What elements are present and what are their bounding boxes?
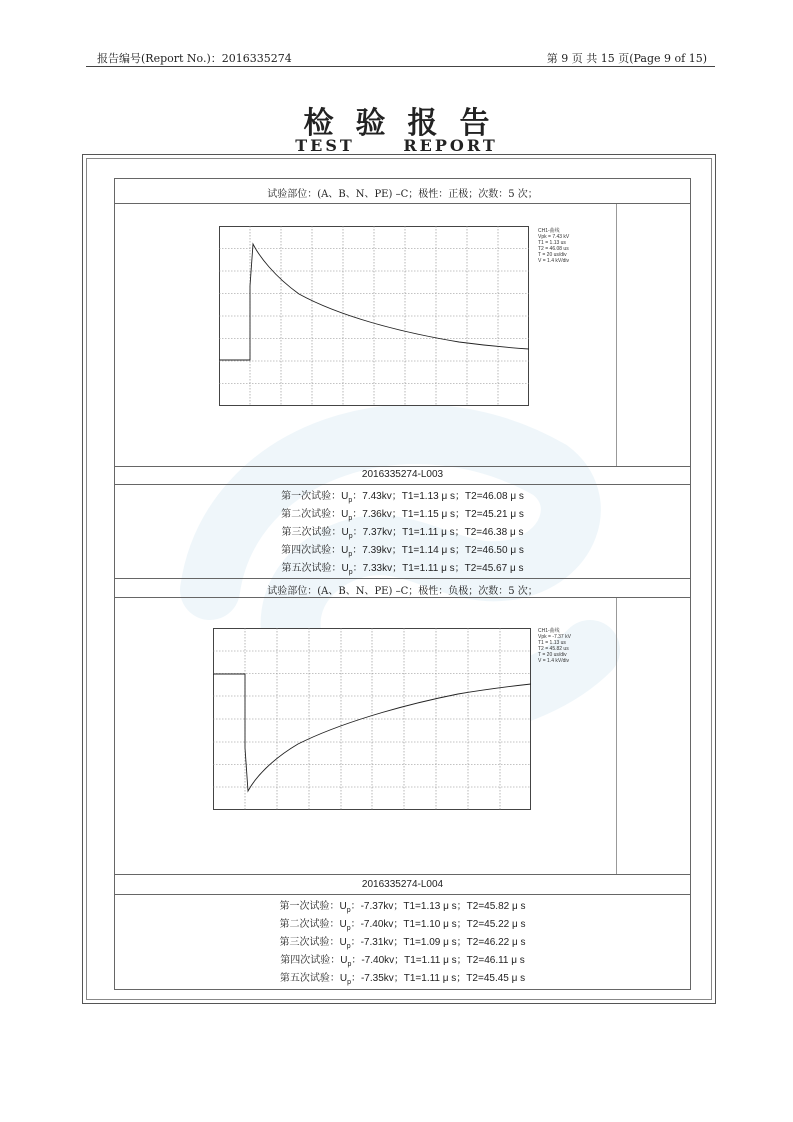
report-title-cn: 检验报告 xyxy=(303,106,512,141)
trial-row: 第四次试验：$U_p$：7.39kv；T1=1.14 μ s；T2=46.50 μ s xyxy=(281,545,524,558)
table-row-divider xyxy=(114,203,691,204)
scope-readout-negative: CH1-曲线 Vpk = -7.37 kV T1 = 1.13 us T2 = 45.82 us T = 20 us/div V = 1.4 kV/div xyxy=(538,628,571,664)
header-divider xyxy=(86,66,715,67)
table-row-divider xyxy=(114,874,691,875)
scope-image-edge xyxy=(616,204,617,466)
trial-row: 第一次试验：$U_p$：-7.37kv；T1=1.13 μ s；T2=45.82 μ s xyxy=(279,901,526,914)
scope-image-edge xyxy=(616,598,617,874)
report-number: 报告编号(Report No.)：2016335274 xyxy=(97,52,292,65)
report-title-en: TEST REPORT xyxy=(295,136,498,155)
test-location-positive: 试验部位：(A、B、N、PE) –C；极性：正极；次数：5 次； xyxy=(267,189,538,200)
trial-row: 第一次试验：$U_p$：7.43kv；T1=1.13 μ s；T2=46.08 μ s xyxy=(281,491,524,504)
table-row-divider xyxy=(114,597,691,598)
sample-id-l003: 2016335274-L003 xyxy=(361,469,444,480)
trial-row: 第三次试验：$U_p$：-7.31kv；T1=1.09 μ s；T2=46.22 μ s xyxy=(279,937,526,950)
table-row-divider xyxy=(114,484,691,485)
trial-row: 第五次试验：$U_p$：7.33kv；T1=1.11 μ s；T2=45.67 μ s xyxy=(281,563,524,576)
oscilloscope-waveform-positive xyxy=(219,226,529,406)
table-row-divider xyxy=(114,466,691,467)
table-row-divider xyxy=(114,578,691,579)
scope-readout-positive: CH1-曲线 Vpk = 7.43 kV T1 = 1.13 us T2 = 46.08 us T = 20 us/div V = 1.4 kV/div xyxy=(538,228,570,264)
page-number: 第 9 页 共 15 页(Page 9 of 15) xyxy=(546,52,707,65)
oscilloscope-waveform-negative xyxy=(213,628,531,810)
trial-row: 第三次试验：$U_p$：7.37kv；T1=1.11 μ s；T2=46.38 μ s xyxy=(281,527,524,540)
test-location-negative: 试验部位：(A、B、N、PE) –C；极性：负极；次数：5 次； xyxy=(267,586,538,597)
trial-row: 第二次试验：$U_p$：7.36kv；T1=1.15 μ s；T2=45.21 μ s xyxy=(281,509,524,522)
trial-row: 第五次试验：$U_p$：-7.35kv；T1=1.11 μ s；T2=45.45 μ s xyxy=(279,973,526,986)
trial-row: 第四次试验：$U_p$：-7.40kv；T1=1.11 μ s；T2=46.11 μ s xyxy=(280,955,525,968)
sample-id-l004: 2016335274-L004 xyxy=(361,879,444,890)
table-row-divider xyxy=(114,894,691,895)
trial-row: 第二次试验：$U_p$：-7.40kv；T1=1.10 μ s；T2=45.22 μ s xyxy=(279,919,526,932)
